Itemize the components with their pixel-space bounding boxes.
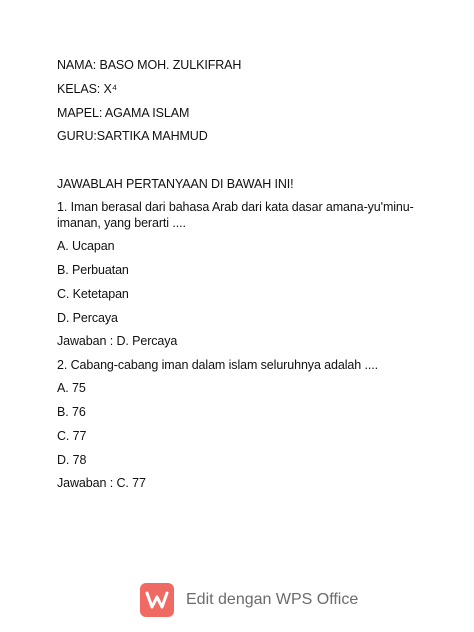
wps-w-glyph — [145, 590, 169, 610]
question-2-text: 2. Cabang-cabang iman dalam islam seluruhnya adalah .... — [57, 358, 378, 372]
wps-office-icon[interactable] — [140, 583, 174, 617]
teacher: GURU:SARTIKA MAHMUD — [57, 129, 208, 143]
question-2-option-d: D. 78 — [57, 453, 87, 467]
instruction: JAWABLAH PERTANYAAN DI BAWAH INI! — [57, 177, 294, 191]
question-2-option-b: B. 76 — [57, 405, 86, 419]
question-1-option-d: D. Percaya — [57, 311, 118, 325]
question-2-option-c: C. 77 — [57, 429, 87, 443]
question-1-option-b: B. Perbuatan — [57, 263, 129, 277]
question-1-option-c: C. Ketetapan — [57, 287, 129, 301]
subject: MAPEL: AGAMA ISLAM — [57, 106, 190, 120]
question-1-answer: Jawaban : D. Percaya — [57, 334, 178, 348]
wps-edit-banner[interactable] — [140, 582, 358, 618]
question-2-answer: Jawaban : C. 77 — [57, 476, 146, 490]
question-1-text: 1. Iman berasal dari bahasa Arab dari kata dasar amana-yu'minu-imanan, yang berarti .... — [57, 200, 414, 230]
wps-edit-label[interactable]: Edit dengan WPS Office — [186, 591, 359, 608]
question-1-option-a: A. Ucapan — [57, 239, 115, 253]
student-name: NAMA: BASO MOH. ZULKIFRAH — [57, 58, 242, 72]
question-2-option-a: A. 75 — [57, 381, 86, 395]
student-class: KELAS: X⁴ — [57, 82, 118, 96]
